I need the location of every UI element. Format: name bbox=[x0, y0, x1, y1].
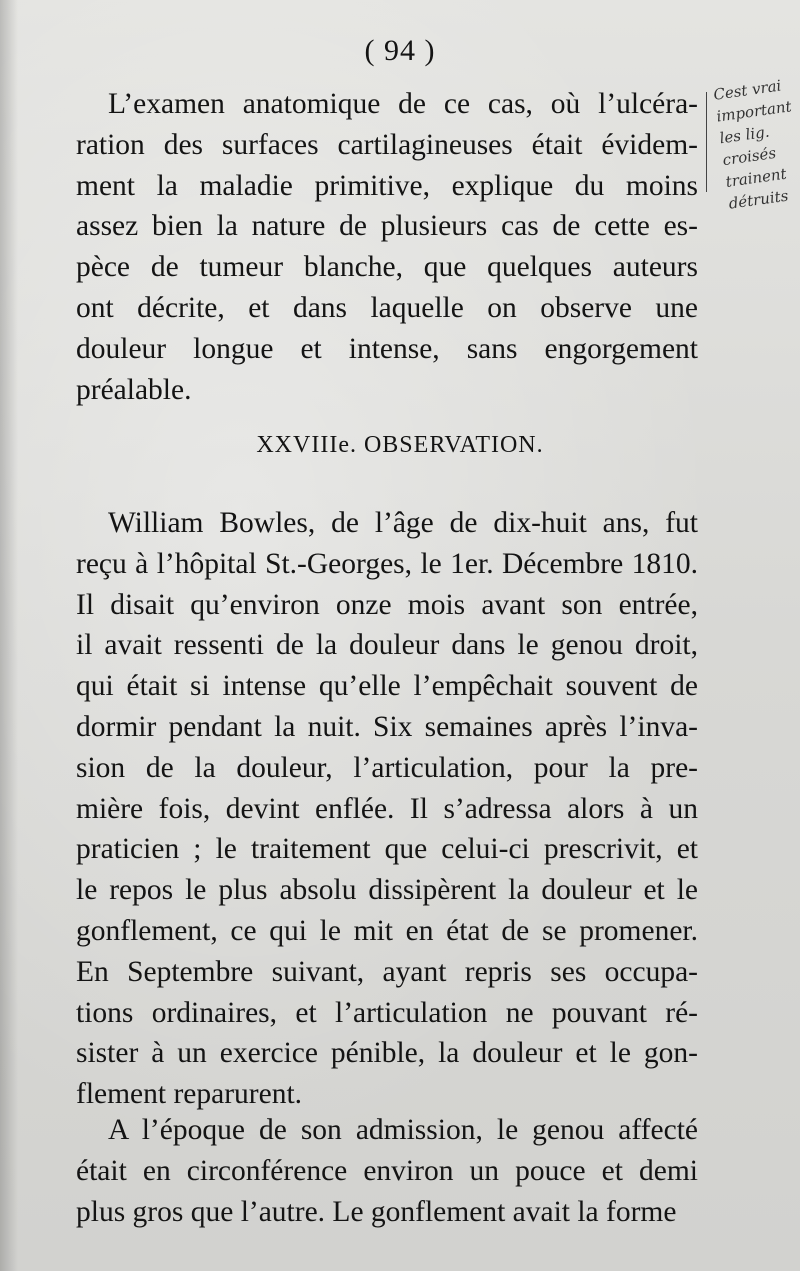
text-line: flement reparurent. bbox=[76, 1078, 303, 1111]
text-line: praticien ; le traitement que celui-ci prescrivit, et bbox=[76, 833, 698, 866]
text-line: il avait ressenti de la douleur dans le genou droit, bbox=[76, 629, 698, 662]
text-line: le repos le plus absolu dissipèrent la douleur et le bbox=[76, 874, 698, 907]
text-line: tions ordinaires, et l’articulation ne pouvant ré- bbox=[76, 996, 698, 1029]
text-line: pèce de tumeur blanche, que quelques auteurs bbox=[76, 251, 698, 284]
text-line: sister à un exercice pénible, la douleur et le gon- bbox=[76, 1037, 698, 1070]
section-heading: XXVIIIe. OBSERVATION. bbox=[256, 432, 544, 458]
handwritten-margin-note bbox=[712, 72, 800, 215]
text-line: reçu à l’hôpital St.-Georges, le 1er. Décembre 1810. bbox=[76, 547, 698, 580]
page-number: ( 94 ) bbox=[364, 34, 436, 67]
text-line: ont décrite, et dans laquelle on observe une bbox=[76, 291, 698, 324]
page-gutter-shadow bbox=[0, 0, 18, 1271]
text-line: douleur longue et intense, sans engorgement bbox=[76, 332, 698, 365]
margin-note-line: les lig. bbox=[718, 122, 771, 148]
text-line: assez bien la nature de plusieurs cas de cette es- bbox=[76, 210, 698, 243]
text-line: sion de la douleur, l’articulation, pour la pre- bbox=[76, 751, 698, 784]
margin-note-line: trainent bbox=[724, 164, 788, 191]
paragraph-1 bbox=[76, 84, 698, 410]
margin-rule bbox=[706, 92, 707, 192]
text-line: A l’époque de son admission, le genou affecté bbox=[108, 1114, 698, 1146]
paragraph-3 bbox=[76, 1110, 698, 1232]
text-line: ment la maladie primitive, explique du moins bbox=[76, 169, 698, 202]
text-line: plus gros que l’autre. Le gonflement avait la forme bbox=[76, 1195, 677, 1228]
margin-note-line: Cest vrai bbox=[712, 76, 783, 104]
text-line: William Bowles, de l’âge de dix-huit ans, fut bbox=[108, 507, 698, 539]
text-line: dormir pendant la nuit. Six semaines après l’inva- bbox=[76, 710, 698, 743]
margin-note-line: croisés bbox=[721, 143, 778, 170]
text-line: En Septembre suivant, ayant repris ses occupa- bbox=[76, 955, 698, 988]
margin-note-line: détruits bbox=[727, 186, 790, 213]
text-line: mière fois, devint enflée. Il s’adressa alors à un bbox=[76, 792, 698, 825]
text-line: préalable. bbox=[76, 373, 192, 406]
margin-note-line: important bbox=[715, 97, 793, 126]
text-line: qui était si intense qu’elle l’empêchait souvent de bbox=[76, 670, 698, 703]
text-line: était en circonférence environ un pouce et demi bbox=[76, 1154, 698, 1187]
text-line: Il disait qu’environ onze mois avant son entrée, bbox=[76, 588, 698, 621]
paragraph-2 bbox=[76, 503, 698, 1115]
text-line: gonflement, ce qui le mit en état de se promener. bbox=[76, 914, 698, 947]
text-line: L’examen anatomique de ce cas, où l’ulcéra- bbox=[108, 88, 698, 120]
text-line: ration des surfaces cartilagineuses était évidem- bbox=[76, 128, 698, 161]
